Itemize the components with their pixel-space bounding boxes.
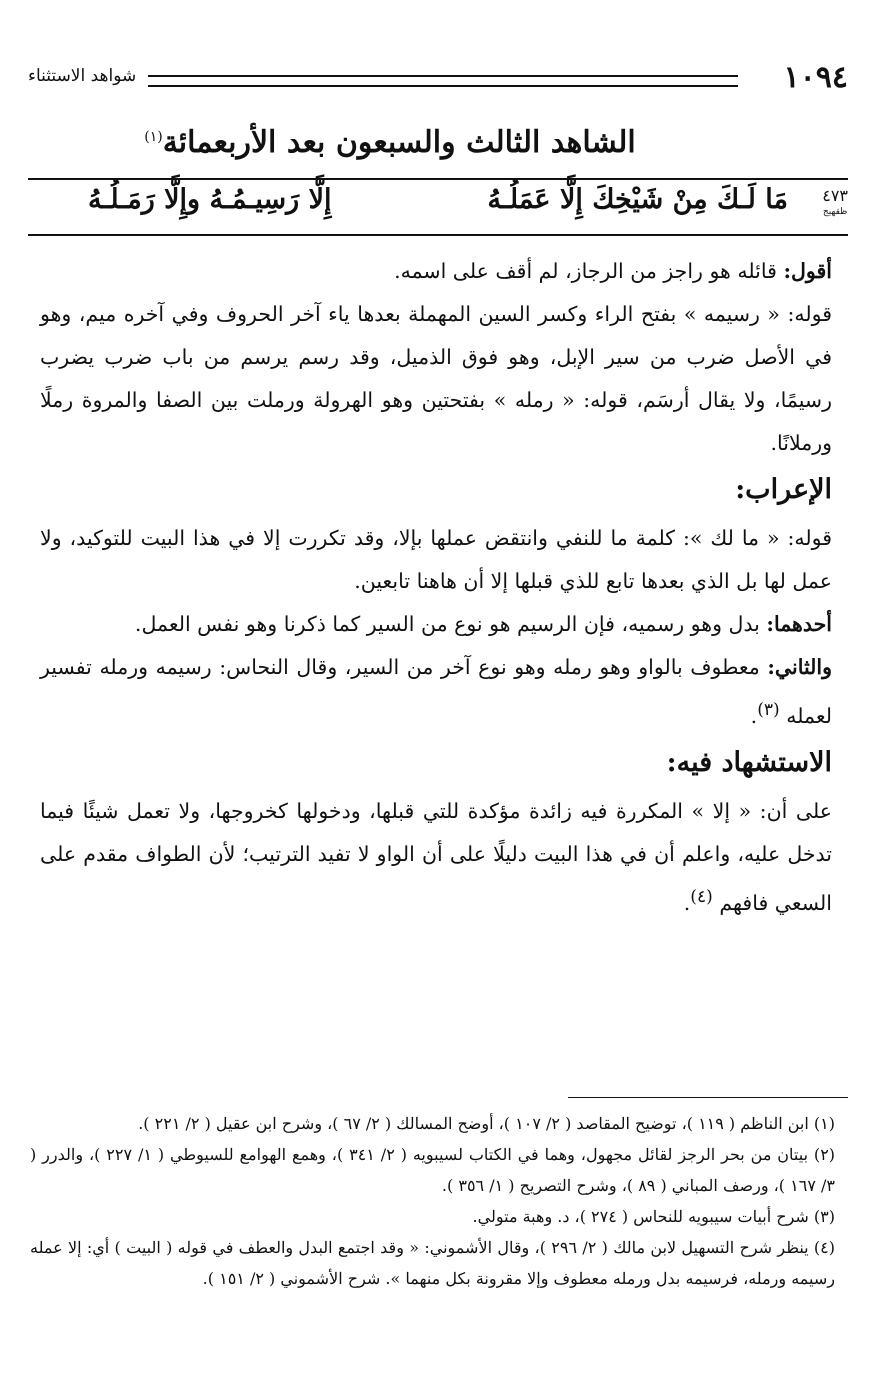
footnote-ref: (٣) — [757, 700, 780, 720]
footnote-divider — [568, 1097, 848, 1098]
paragraph-lead: والثاني: — [767, 655, 832, 679]
running-header — [28, 60, 848, 100]
main-text — [40, 250, 832, 925]
footnote: (٣) شرح أبيات سيبويه للنحاس ( ٢٧٤ )، د. وهبة متولي. — [472, 1207, 835, 1226]
verse-first-hemistich: مَا لَـكَ مِنْ شَيْخِكَ إِلَّا عَمَلُـهُ — [487, 184, 788, 215]
page-number: ١٠٩٤ — [783, 60, 848, 95]
footnote-ref: (٤) — [690, 886, 713, 907]
paragraph-text: على أن: « إلا » المكررة فيه زائدة مؤكدة للتي قبلها، ودخولها كخروجها، ولا تعمل شيئًا فيما تدخل عليه، واعلم أن في هذا البيت دليلًا على أن الواو لا تفيد الترتيب؛ لأن الطواف مقدم على السعي فافهم — [40, 798, 832, 915]
paragraph: على أن: « إلا » المكررة فيه زائدة مؤكدة للتي قبلها، ودخولها كخروجها، ولا تعمل شيئًا فيما تدخل عليه، واعلم أن في هذا البيت دليلًا على أن الواو لا تفيد الترتيب؛ لأن الطواف مقدم على السعي فافهم $^{(٤)}$. — [40, 798, 832, 915]
footnote: (٢) بيتان من بحر الرجز لقائل مجهول، وهما في الكتاب لسيبويه ( ٢/ ٣٤١ )، وهمع الهوامع للسيوطي ( ١/ ٢٢٧ )، والدرر ( ٣/ ١٦٧ )، ورصف المباني ( ٨٩ )، وشرح التصريح ( ١/ ٣٥٦ ). — [30, 1145, 836, 1195]
paragraph-lead: أحدهما: — [766, 612, 832, 636]
paragraph-text: بدل وهو رسميه، فإن الرسيم هو نوع من السير كما ذكرنا وهو نفس العمل. — [134, 612, 767, 636]
footnote-ref: (١) — [144, 129, 163, 145]
paragraph-text: قائله هو راجز من الرجاز، لم أقف على اسمه. — [394, 259, 784, 283]
section-heading-istishhad: الاستشهاد فيه: — [666, 746, 832, 778]
header-rule — [148, 75, 738, 87]
footnotes — [30, 1108, 835, 1294]
paragraph — [40, 250, 832, 293]
footnote: (١) ابن الناظم ( ١١٩ )، توضيح المقاصد ( ٢/ ١٠٧ )، أوضح المسالك ( ٢/ ٦٧ )، وشرح ابن عقيل ( ٢/ ٢٢١ ). — [138, 1114, 835, 1133]
section-heading-irab: الإعراب: — [735, 474, 832, 505]
footnote: (٤) ينظر شرح التسهيل لابن مالك ( ٢/ ٢٩٦ )، وقال الأشموني: « وقد اجتمع البدل والعطف في قوله ( البيت ) أي: إلا عمله رسيمه ورمله، فرسيمه بدل ورمله معطوف وإلا مقرونة بكل منهما ». شرح الأشموني ( ٢/ ١٥١ ). — [30, 1238, 836, 1288]
paragraph — [40, 603, 832, 646]
verse-box — [28, 178, 848, 236]
section-title-text: الشاهد الثالث والسبعون بعد الأربعمائة — [162, 125, 636, 160]
paragraph: قوله: « ما لك »: كلمة ما للنفي وانتقض عملها بإلا، وقد تكررت إلا في هذا البيت للتوكيد، ولا عمل لها بل الذي بعدها تابع للذي قبلها إلا أن هاهنا تابعين. — [40, 526, 832, 593]
paragraph-text: معطوف بالواو وهو رمله وهو نوع آخر من السير، وقال النحاس: رسيمه ورمله تفسير لعمله — [40, 655, 832, 728]
paragraph-lead: أقول: — [783, 259, 832, 283]
verse-source-sigla: ظقهيج — [822, 207, 848, 217]
verse-second-hemistich: إِلَّا رَسِيـمُـهُ وإِلَّا رَمَـلُـهُ — [88, 184, 332, 215]
verse-number-block — [822, 188, 848, 220]
running-title: شواهد الاستثناء — [28, 66, 137, 86]
verse-number: ٤٧٣ — [822, 186, 848, 205]
section-title — [60, 125, 720, 160]
paragraph: قوله: « رسيمه » بفتح الراء وكسر السين المهملة بعدها ياء آخر الحروف وفي آخره ميم، وهو في الأصل ضرب من سير الإبل، وهو فوق الذميل، وقد رسم يرسم من باب ضرب يضرب رسيمًا، ولا يقال أرسَم، قوله: « رمله » بفتحتين وهو الهرولة ورملت بين الصفا والمروة رملًا ورملانًا. — [40, 302, 832, 455]
paragraph: والثاني: معطوف بالواو وهو رمله وهو نوع آخر من السير، وقال النحاس: رسيمه ورمله تفسير لعمله $^{(٣)}$. — [40, 655, 832, 728]
